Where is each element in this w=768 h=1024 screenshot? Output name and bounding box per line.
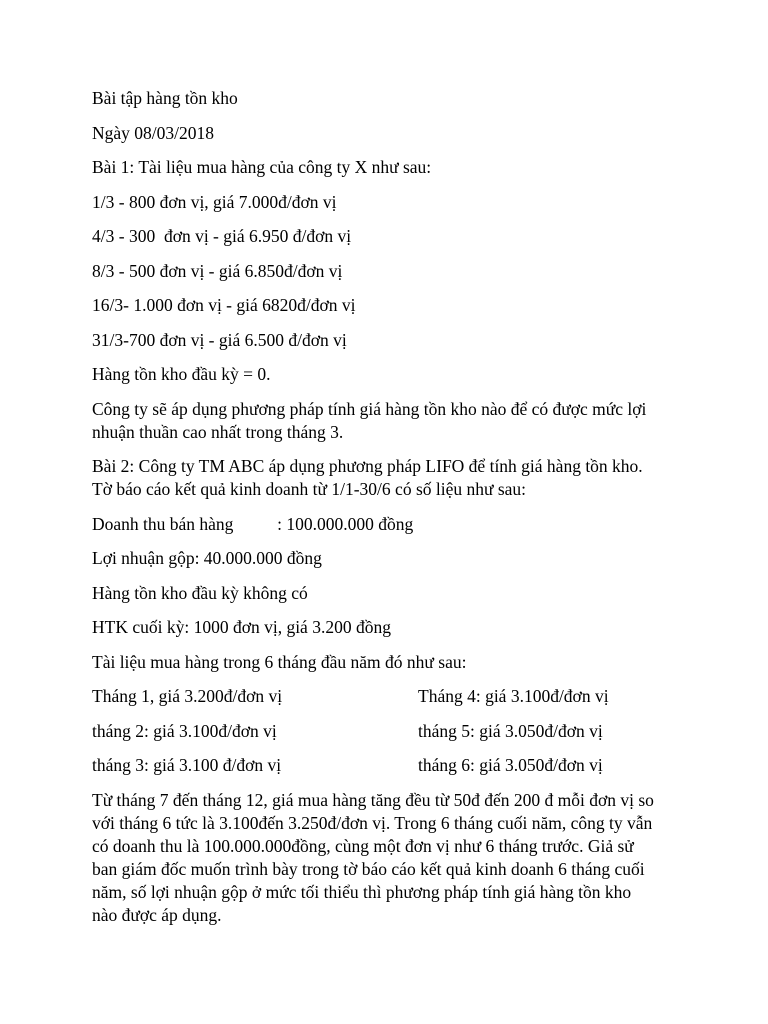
- exercise1-question: [92, 398, 692, 444]
- monthly-price-row: [92, 754, 692, 777]
- exercise2-heading-line1: Bài 2: Công ty TM ABC áp dụng phương pháp LIFO để tính giá hàng tồn kho.: [92, 456, 643, 476]
- exercise2-opening-inventory: Hàng tồn kho đầu kỳ không có: [92, 582, 308, 603]
- purchase-line-5: 31/3-700 đơn vị - giá 6.500 đ/đơn vị: [92, 329, 347, 350]
- exercise2-question-line: Từ tháng 7 đến tháng 12, giá mua hàng tăng đều từ 50đ đến 200 đ mỗi đơn vị so: [92, 789, 654, 810]
- exercise2-question-line: với tháng 6 tức là 3.100đến 3.250đ/đơn vị. Trong 6 tháng cuối năm, công ty vẫn: [92, 812, 653, 833]
- monthly-price-row: [92, 720, 692, 743]
- purchase-line-3: 8/3 - 500 đơn vị - giá 6.850đ/đơn vị: [92, 260, 343, 281]
- monthly-price-right: tháng 5: giá 3.050đ/đơn vị: [418, 720, 603, 741]
- exercise1-heading: Bài 1: Tài liệu mua hàng của công ty X như sau:: [92, 157, 432, 177]
- exercise2-question-line: nào được áp dụng.: [92, 904, 222, 925]
- exercise2-purchases-heading: Tài liệu mua hàng trong 6 tháng đầu năm đó như sau:: [92, 651, 467, 672]
- exercise2-heading: [92, 455, 692, 501]
- document-page: [92, 87, 692, 938]
- monthly-price-left: Tháng 1, giá 3.200đ/đơn vị: [92, 686, 283, 706]
- exercise2-closing-inventory: HTK cuối kỳ: 1000 đơn vị, giá 3.200 đồng: [92, 617, 391, 637]
- exercise2-question: [92, 789, 692, 927]
- exercise1-question-line2: nhuận thuần cao nhất trong tháng 3.: [92, 421, 344, 442]
- document-date: Ngày 08/03/2018: [92, 122, 215, 143]
- exercise2-revenue: Doanh thu bán hàng : 100.000.000 đồng: [92, 513, 414, 534]
- purchase-line-1: 1/3 - 800 đơn vị, giá 7.000đ/đơn vị: [92, 191, 337, 212]
- exercise1-question-line1: Công ty sẽ áp dụng phương pháp tính giá hàng tồn kho nào để có được mức lợi: [92, 398, 647, 419]
- exercise2-question-line: ban giám đốc muốn trình bày trong tờ báo cáo kết quả kinh doanh 6 tháng cuối: [92, 858, 645, 879]
- monthly-price-row: [92, 685, 692, 708]
- monthly-price-right: Tháng 4: giá 3.100đ/đơn vị: [418, 686, 609, 706]
- purchase-line-2: 4/3 - 300 đơn vị - giá 6.950 đ/đơn vị: [92, 226, 352, 246]
- monthly-price-right: tháng 6: giá 3.050đ/đơn vị: [418, 755, 603, 775]
- exercise2-question-line: có doanh thu là 100.000.000đồng, cùng một đơn vị như 6 tháng trước. Giả sử: [92, 835, 634, 856]
- exercise2-question-line: năm, số lợi nhuận gộp ở mức tối thiểu thì phương pháp tính giá hàng tồn kho: [92, 881, 632, 902]
- exercise2-heading-line2: Tờ báo cáo kết quả kinh doanh từ 1/1-30/6 có số liệu như sau:: [92, 479, 527, 499]
- purchase-line-4: 16/3- 1.000 đơn vị - giá 6820đ/đơn vị: [92, 295, 356, 315]
- document-title: Bài tập hàng tồn kho: [92, 88, 238, 108]
- exercise1-opening-inventory: Hàng tồn kho đầu kỳ = 0.: [92, 364, 271, 384]
- exercise2-gross-profit: Lợi nhuận gộp: 40.000.000 đồng: [92, 548, 322, 568]
- monthly-price-left: tháng 2: giá 3.100đ/đơn vị: [92, 720, 277, 741]
- monthly-price-left: tháng 3: giá 3.100 đ/đơn vị: [92, 755, 282, 775]
